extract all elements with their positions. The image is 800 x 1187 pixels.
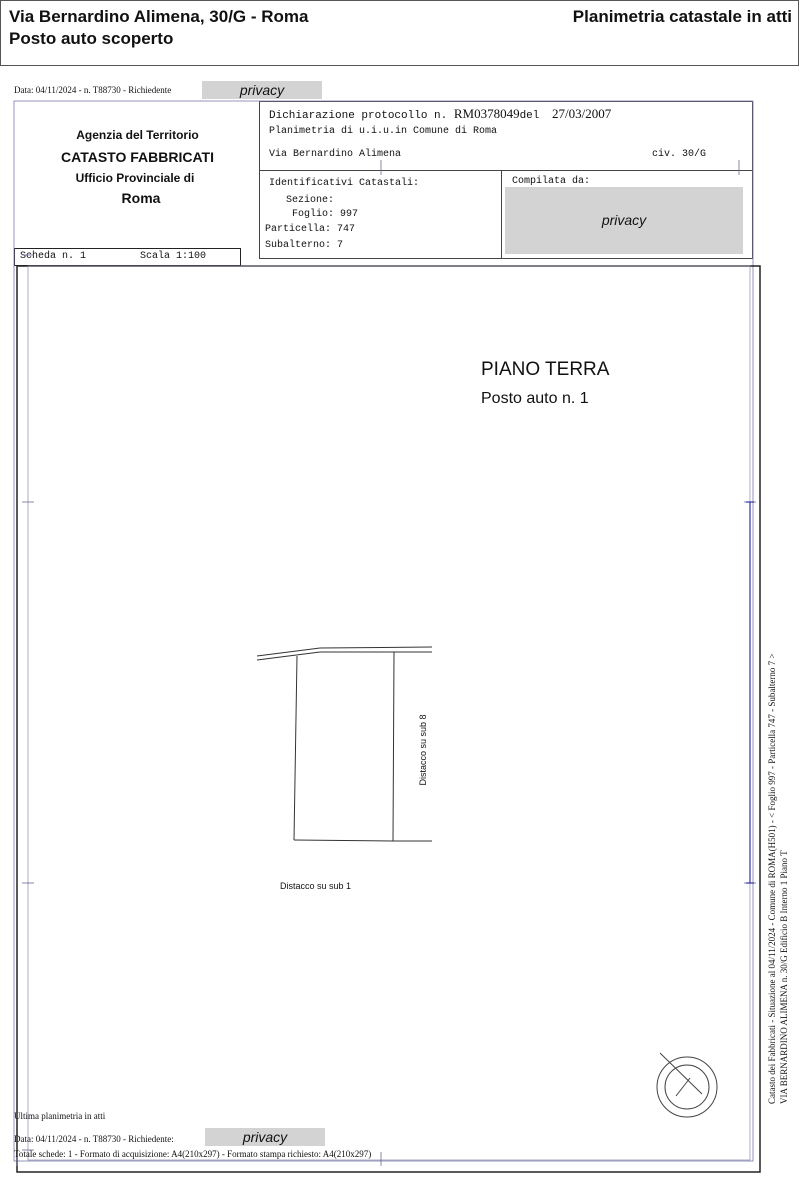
footer-privacy-box: privacy (205, 1128, 325, 1146)
agency-line1: Agenzia del Territorio (76, 128, 199, 142)
del-label: del (519, 110, 540, 122)
header-doc-type: Planimetria catastale in atti (572, 7, 792, 26)
sezione-label: Sezione: (286, 195, 335, 206)
plan-top-left-a (257, 648, 320, 656)
outer-thin-frame (14, 101, 753, 1161)
footer-ultima: Ultima planimetria in atti (14, 1111, 106, 1121)
footer-totale: Totale schede: 1 - Formato di acquisizione: A4(210x297) - Formato stampa richiesto: A4(210x297) (14, 1149, 372, 1159)
scala-label: Scala 1:100 (140, 251, 207, 262)
top-meta-text: Data: 04/11/2024 - n. T88730 - Richiedente (14, 85, 172, 95)
agency-line3: Ufficio Provinciale di (75, 171, 195, 185)
plan-top-a (320, 647, 432, 648)
subalterno-value: 7 (337, 240, 344, 251)
civ-line: civ. 30/G (652, 149, 707, 160)
agency-line2: CATASTO FABBRICATI (61, 149, 214, 165)
street-line: Via Bernardino Alimena (269, 149, 402, 160)
compiled-label: Compilata da: (512, 176, 591, 187)
north-arrow-icon (657, 1053, 717, 1117)
plan-left-wall (294, 656, 297, 840)
parking-plan (257, 647, 432, 841)
compiled-privacy-box: privacy (505, 187, 743, 254)
top-privacy-box: privacy (202, 81, 322, 99)
protocol-label: Dichiarazione protocollo n. (269, 110, 448, 122)
foglio-value: 997 (340, 209, 359, 220)
planimetria-line: Planimetria di u.i.u.in Comune di Roma (269, 126, 498, 137)
space-label: Posto auto n. 1 (481, 390, 589, 407)
particella-label: Particella: (265, 224, 332, 235)
plan-right-wall (393, 652, 394, 841)
side-text-line2: VIA BERNARDINO ALIMENA n. 30/G Edificio B Interno 1 Piano T (779, 850, 789, 1104)
side-text-line1: Catasto dei Fabbricati - Situazione al 04/11/2024 - Comune di ROMA(H501) - < Foglio 997 - Particella 747 - Subalterno 7 > (767, 653, 777, 1104)
plan-bottom (294, 840, 393, 841)
agency-line4: Roma (121, 190, 161, 206)
distacco-sub8-label: Distacco su sub 8 (418, 714, 428, 786)
plan-top-left-b (257, 652, 320, 660)
particella-value: 747 (337, 224, 356, 235)
protocol-date: 27/03/2007 (552, 106, 612, 121)
subalterno-label: Subalterno: (265, 240, 332, 251)
foglio-label: Foglio: (292, 209, 335, 220)
header-address: Via Bernardino Alimena, 30/G - Roma (9, 7, 309, 26)
identifiers-title: Identificativi Catastali: (269, 178, 420, 189)
main-frame (17, 266, 760, 1172)
header-subtitle: Posto auto scoperto (9, 29, 174, 48)
footer-data-line: Data: 04/11/2024 - n. T88730 - Richiedente: (14, 1134, 174, 1144)
protocol-number: RM0378049 (453, 106, 520, 121)
floor-title: PIANO TERRA (481, 359, 610, 380)
distacco-sub1-label: Distacco su sub 1 (280, 881, 352, 891)
inner-thin-frame (28, 266, 750, 1160)
scheda-label: Scheda n. 1 (20, 251, 87, 262)
